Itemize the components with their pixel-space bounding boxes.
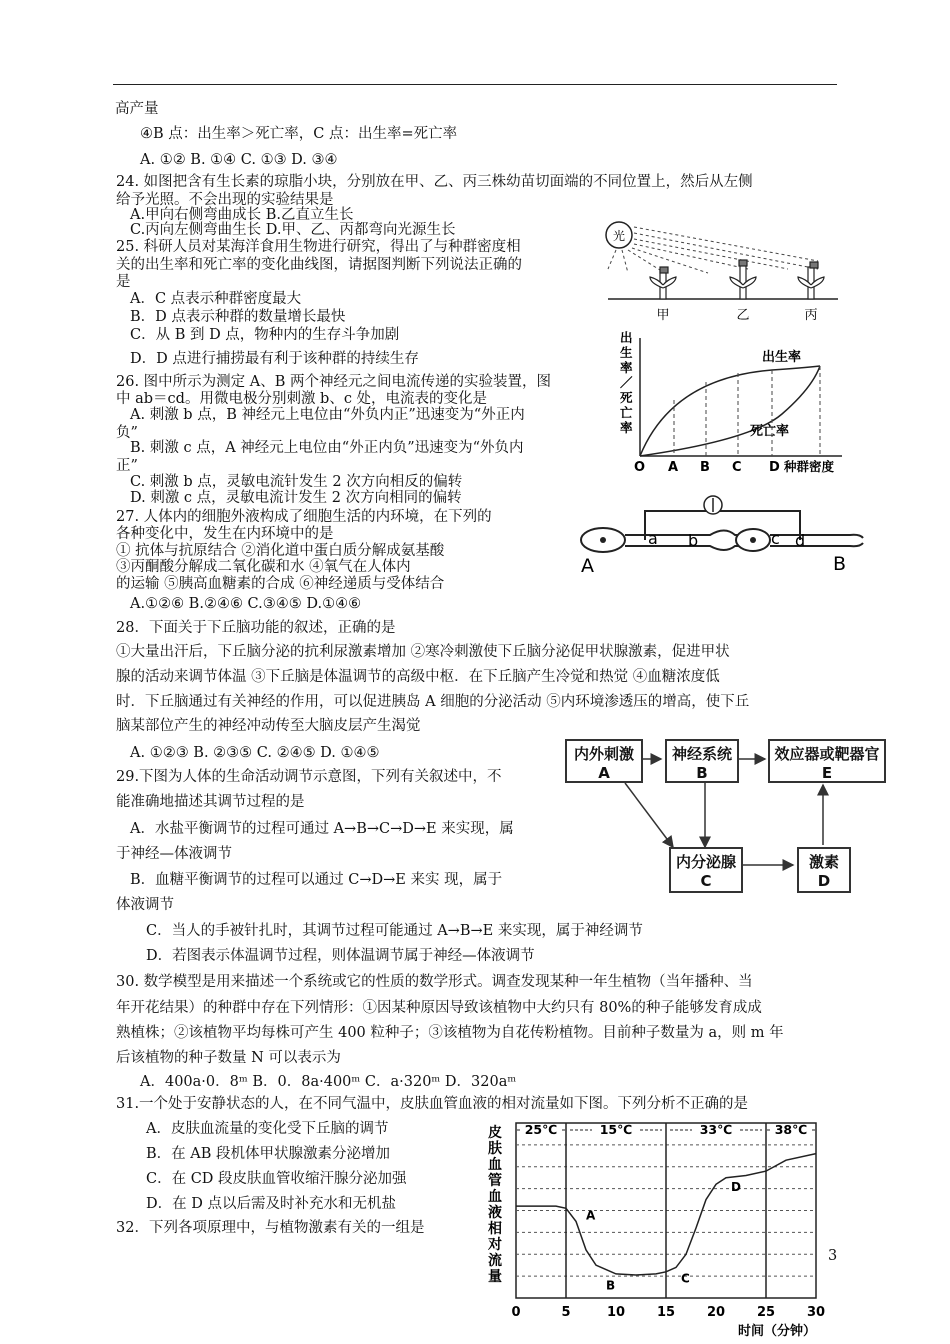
text-line: C．在 CD 段皮肤血管收缩汗腺分泌加强 <box>146 1171 407 1187</box>
text-line: A. 刺激 b 点，B 神经元上电位由“外负内正”迅速变为“外正内 <box>130 407 525 423</box>
text-line: ①大量出汗后，下丘脑分泌的抗利尿激素增加 ②寒冷刺激使下丘脑分泌促甲状腺激素，促进甲状 <box>116 644 730 660</box>
sun-label: 光 <box>612 229 626 243</box>
text-line: 正” <box>116 458 138 474</box>
text-line: D．若图表示体温调节过程，则体温调节属于神经—体液调节 <box>146 948 535 964</box>
chart-ylabel-char: 液 <box>488 1205 502 1221</box>
svg-text:C: C <box>732 460 742 475</box>
chart-ylabel-char: 相 <box>488 1221 502 1237</box>
svg-text:d: d <box>795 531 806 550</box>
birth-death-xlabel: 种群密度 <box>784 459 835 474</box>
svg-text:率: 率 <box>620 360 633 375</box>
temperature-band-label: 38℃ <box>774 1122 808 1137</box>
text-line: 体液调节 <box>116 897 174 913</box>
text-line: A. ①②③ B. ②③⑤ C. ②④⑤ D. ①④⑤ <box>130 745 380 761</box>
text-line: B．在 AB 段机体甲状腺激素分泌增加 <box>146 1146 390 1162</box>
x-tick-label: 30 <box>806 1305 826 1320</box>
svg-text:／: ／ <box>620 375 633 390</box>
text-line: 后该植物的种子数量 N 可以表示为 <box>116 1050 341 1066</box>
text-line: B．D 点表示种群的数量增长最快 <box>130 309 346 325</box>
x-tick-label: 25 <box>756 1305 776 1320</box>
seedling-light-figure <box>588 213 838 325</box>
box-nervous-system: 神经系统 B <box>665 739 739 783</box>
x-tick-label: 0 <box>511 1305 521 1320</box>
point-label: D <box>731 1179 741 1194</box>
text-line: 时．下丘脑通过有关神经的作用，可以促进胰岛 A 细胞的分泌活动 ⑤内环境渗透压的增高，使下丘 <box>116 694 750 710</box>
text-line: C．当人的手被针扎时，其调节过程可能通过 A→B→E 来实现，属于神经调节 <box>146 923 643 939</box>
neuron-label-b: B <box>833 553 847 575</box>
x-tick-label: 15 <box>656 1305 676 1320</box>
chart-xlabel: 时间（分钟） <box>738 1324 817 1339</box>
chart-x-ticks <box>511 1305 825 1320</box>
svg-text:a: a <box>648 529 658 548</box>
text-line: 32．下列各项原理中，与植物激素有关的一组是 <box>116 1220 425 1236</box>
neuron-label-a: A <box>581 555 594 577</box>
birth-rate-label: 出生率 <box>762 350 802 365</box>
svg-text:O: O <box>634 460 646 475</box>
text-line: ③丙酮酸分解成二氧化碳和水 ④氧气在人体内 <box>116 559 411 575</box>
svg-text:亡: 亡 <box>620 405 633 420</box>
text-line: 脑某部位产生的神经冲动传至大脑皮层产生渴觉 <box>116 718 421 734</box>
text-line: ④B 点：出生率＞死亡率，C 点：出生率=死亡率 <box>140 126 458 142</box>
seedlings <box>650 260 824 299</box>
death-rate-curve <box>640 366 820 456</box>
text-line: 24. 如图把含有生长素的琼脂小块，分别放在甲、乙、丙三株幼苗切面端的不同位置上，然后从左侧 <box>116 174 753 190</box>
x-tick-label: 10 <box>606 1305 626 1320</box>
seedling-label-bing: 丙 <box>804 308 818 323</box>
svg-text:死: 死 <box>620 390 633 405</box>
text-line: 高产量 <box>115 101 159 117</box>
text-line: B. 刺激 c 点，A 神经元上电位由“外正内负”迅速变为“外负内 <box>130 440 524 456</box>
text-line: 25. 科研人员对某海洋食用生物进行研究，得出了与种群密度相 <box>116 239 521 255</box>
svg-text:A: A <box>668 460 679 475</box>
box-effector: 效应器或靶器官 E <box>768 739 886 783</box>
text-line: 熟植株；②该植物平均每株可产生 400 粒种子；③该植物为自花传粉植物。目前种子数量为 a，则 m 年 <box>116 1025 784 1041</box>
seedling-label-yi: 乙 <box>736 308 750 323</box>
blood-flow-chart <box>480 1115 830 1340</box>
text-line: 31.一个处于安静状态的人，在不同气温中，皮肤血管血液的相对流量如下图。下列分析不正确的是 <box>116 1096 749 1112</box>
text-line: A．水盐平衡调节的过程可通过 A→B→C→D→E 来实现，属 <box>130 821 514 837</box>
text-line: 负” <box>116 425 138 441</box>
svg-text:B: B <box>700 460 710 475</box>
birth-death-ylabel <box>620 330 633 435</box>
svg-text:b: b <box>688 531 699 550</box>
chart-ylabel-char: 血 <box>488 1157 502 1173</box>
chart-point-labels <box>586 1180 741 1292</box>
text-line: 是 <box>116 274 131 290</box>
text-line: D. 刺激 c 点，灵敏电流计发生 2 次方向相同的偏转 <box>130 490 462 506</box>
box-stimulus: 内外刺激 A <box>565 739 643 783</box>
temperature-band-label: 15℃ <box>599 1122 633 1137</box>
text-line: A．C 点表示种群密度最大 <box>130 291 302 307</box>
chart-ylabel-char: 血 <box>488 1189 502 1205</box>
text-line: 30. 数学模型是用来描述一个系统或它的性质的数学形式。调查发现某种一年生植物（当年播种、当 <box>116 974 753 990</box>
chart-ylabel-char: 肤 <box>488 1141 502 1157</box>
text-line: 能准确地描述其调节过程的是 <box>116 794 305 810</box>
text-line: 中 ab＝cd。用微电极分别刺激 b、c 处，电流表的变化是 <box>116 391 488 407</box>
text-line: A. ①② B. ①④ C. ①③ D. ③④ <box>140 152 338 168</box>
birth-death-ticks <box>634 460 780 475</box>
x-tick-label: 20 <box>706 1305 726 1320</box>
temperature-band-label: 33℃ <box>699 1122 733 1137</box>
header-rule <box>113 84 837 85</box>
text-line: 腺的活动来调节体温 ③下丘脑是体温调节的高级中枢．在下丘脑产生冷觉和热觉 ④血糖浓度低 <box>116 669 720 685</box>
point-label: B <box>606 1278 616 1293</box>
birth-death-rate-figure <box>612 328 852 476</box>
chart-ylabel-char: 管 <box>488 1173 502 1189</box>
point-label: A <box>586 1208 596 1223</box>
death-rate-label: 死亡率 <box>750 424 790 439</box>
chart-ylabel <box>487 1124 502 1285</box>
svg-text:出: 出 <box>620 330 633 345</box>
text-line: 于神经—体液调节 <box>116 846 232 862</box>
text-line: 26. 图中所示为测定 A、B 两个神经元之间电流传递的实验装置，图 <box>116 374 552 390</box>
svg-text:率: 率 <box>620 420 633 435</box>
seedling-label-jia: 甲 <box>656 308 670 323</box>
text-line: ① 抗体与抗原结合 ②消化道中蛋白质分解成氨基酸 <box>116 543 445 559</box>
neuron-experiment-figure <box>575 490 865 580</box>
text-line: 的运输 ⑤胰高血糖素的合成 ⑥神经递质与受体结合 <box>116 576 445 592</box>
box-endocrine-gland: 内分泌腺 C <box>669 847 743 893</box>
text-line: D．D 点进行捕捞最有利于该种群的持续生存 <box>130 351 419 367</box>
text-line: 给予光照。不会出现的实验结果是 <box>116 192 334 208</box>
text-line: A.①②⑥ B.②④⑥ C.③④⑤ D.①④⑥ <box>130 596 362 612</box>
text-line: 29.下图为人体的生命活动调节示意图，下列有关叙述中，不 <box>116 769 502 785</box>
text-line: B．血糖平衡调节的过程可以通过 C→D→E 来实 现，属于 <box>130 872 503 888</box>
text-line: C.丙向左侧弯曲生长 D.甲、乙、丙都弯向光源生长 <box>130 222 456 238</box>
light-rays <box>608 227 818 275</box>
svg-text:D: D <box>769 460 780 475</box>
chart-ylabel-char: 流 <box>488 1253 502 1269</box>
page-number: 3 <box>828 1248 838 1264</box>
chart-ylabel-char: 量 <box>488 1269 502 1285</box>
text-line: 28．下面关于下丘脑功能的叙述，正确的是 <box>116 620 396 636</box>
text-line: C．从 B 到 D 点，物种内的生存斗争加剧 <box>130 327 400 343</box>
text-line: 年开花结果）的种群中存在下列情形：①因某种原因导致该植物中大约只有 80%的种子能够发育成成 <box>116 1000 762 1016</box>
text-line: A．皮肤血流量的变化受下丘脑的调节 <box>146 1121 389 1137</box>
svg-text:c: c <box>771 529 780 548</box>
text-line: A．400a·0．8ᵐ B．0．8a·400ᵐ C．a·320ᵐ D．320aᵐ <box>140 1074 517 1090</box>
text-line: D．在 D 点以后需及时补充水和无机盐 <box>146 1196 396 1212</box>
text-line: A.甲向右侧弯曲成长 B.乙直立生长 <box>130 207 354 223</box>
birth-rate-curve <box>640 366 820 456</box>
chart-ylabel-char: 皮 <box>488 1125 502 1141</box>
point-label: C <box>681 1271 690 1286</box>
regulation-diagram <box>565 737 890 902</box>
temperature-band-label: 25℃ <box>524 1122 558 1137</box>
text-line: C. 刺激 b 点，灵敏电流针发生 2 次方向相反的偏转 <box>130 474 463 490</box>
x-tick-label: 5 <box>561 1305 571 1320</box>
text-line: 27. 人体内的细胞外液构成了细胞生活的内环境，在下列的 <box>116 509 492 525</box>
svg-text:生: 生 <box>620 345 633 360</box>
chart-ylabel-char: 对 <box>488 1237 502 1253</box>
box-hormone: 激素 D <box>797 847 851 893</box>
text-line: 关的出生率和死亡率的变化曲线图，请据图判断下列说法正确的 <box>116 257 522 273</box>
text-line: 各种变化中，发生在内环境中的是 <box>116 526 334 542</box>
